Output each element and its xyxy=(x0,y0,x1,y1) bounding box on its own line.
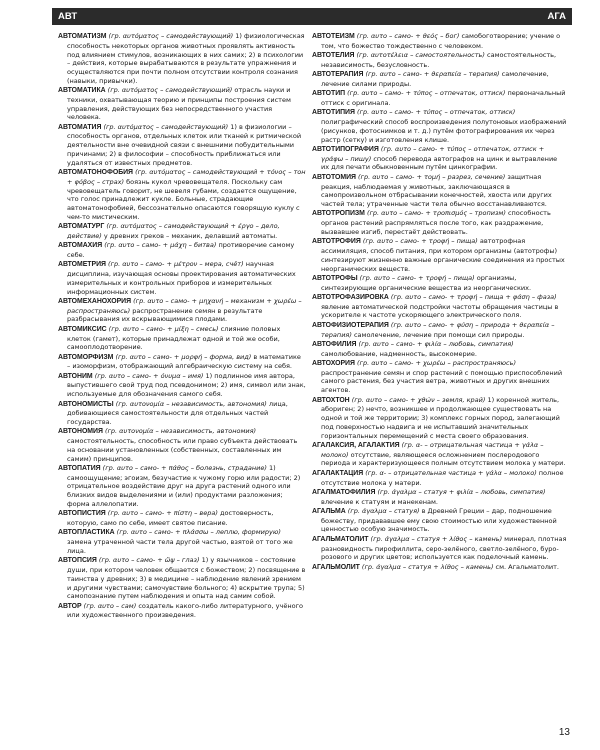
dictionary-entry xyxy=(312,321,567,340)
dictionary-entry xyxy=(312,488,567,507)
dictionary-entry xyxy=(312,89,567,108)
entry-etymology: (гр. αυτο – само- + τροπισμός – тропизм) xyxy=(366,209,506,218)
entry-headword: АВТОПИСТИЯ xyxy=(58,510,106,518)
entry-definition: 1) в физиологии – способность органов, отдельных клеток или тканей к ритмической деятельности вне очевидной связи с внешними побудительными причинами; 2) в философии – способность приближаться или удаляться от известных предметов. xyxy=(67,122,302,167)
entry-etymology: (гр. αυτόματος – самодействующий) xyxy=(107,86,233,95)
entry-etymology: (гр. αυτο – само- + τροφή – пища) xyxy=(359,273,475,282)
entry-definition: в математике – изоморфизм, отображающий алгебраическую систему на себя. xyxy=(67,352,301,371)
dictionary-entry xyxy=(58,260,306,296)
entry-headword: АВТОТРОПИЗМ xyxy=(312,210,365,218)
dictionary-entry xyxy=(312,396,567,441)
entry-headword: АГАЛМАТОФИЛИЯ xyxy=(312,488,376,496)
entry-headword: АГАЛЬМОЛИТ xyxy=(312,563,360,571)
entry-definition: лица, добивающиеся самостоятельности для отдельных частей государства. xyxy=(67,399,288,427)
entry-definition: организмы, синтезирующие органические вещества из неорганических. xyxy=(321,273,532,292)
entry-headword: АВТОМАТИКА xyxy=(58,87,106,95)
entry-etymology: (гр. αυτο – само- + χωρέω – распространяюсь) xyxy=(357,358,516,367)
entry-definition: распространение семян в результате разбрасывания их вскрывающимися плодами. xyxy=(67,306,263,324)
header-right-guide-word: АГА xyxy=(547,11,566,22)
entry-definition: влечение к статуям и манекенам. xyxy=(321,497,438,506)
entry-headword: АВТОМЕТРИЯ xyxy=(58,261,106,269)
entry-headword: АВТОМАТИЯ xyxy=(58,123,102,131)
entry-etymology: (гр. άγαλμα – статуя) xyxy=(347,506,420,515)
dictionary-entry xyxy=(58,32,306,86)
dictionary-entry xyxy=(312,563,567,573)
entry-etymology: (гр. α- – отрицательная частица + γάλα – молоко) xyxy=(321,440,544,459)
dictionary-entry xyxy=(312,359,567,395)
dictionary-entry xyxy=(58,602,306,621)
entry-definition: у древних греков – механик, делавший автоматы. xyxy=(103,231,278,240)
dictionary-entry xyxy=(312,108,567,144)
entry-definition: самостоятельность, независимость, безусловность. xyxy=(321,51,557,69)
entry-headword: АВТОФИЗИОТЕРАПИЯ xyxy=(312,321,389,329)
entry-etymology: (гр. αυτο – само- + ὤψ – глаз) xyxy=(98,556,200,565)
dictionary-entry xyxy=(312,145,567,172)
dictionary-entry xyxy=(312,340,567,359)
running-header xyxy=(52,8,572,25)
entry-headword: АВТОМИКСИС xyxy=(58,325,107,333)
entry-headword: АВТОТРОФЫ xyxy=(312,274,358,282)
entry-headword: АВТОТОМИЯ xyxy=(312,173,356,181)
entry-etymology: (гр. αυτόματος – самодействующий) xyxy=(108,32,234,40)
entry-headword: АВТОМАТОНОФОБИЯ xyxy=(58,169,133,177)
dictionary-entry xyxy=(58,297,306,324)
entry-definition: отсутствие, являющееся осложнением послеродового периода и характеризующееся полным отсутствием молока у матери. xyxy=(321,450,566,468)
dictionary-entry xyxy=(58,241,306,260)
entry-definition: самолечение, лечение при помощи сил природы. xyxy=(353,330,525,339)
entry-headword: АГАЛЬМА xyxy=(312,507,346,515)
entry-etymology: (гр. αυτο – само- + πλάσσω – леплю, формирую) xyxy=(116,528,281,537)
entry-headword: АВТОМАТИЗМ xyxy=(58,33,107,40)
entry-definition: полное отсутствие молока у матери. xyxy=(321,468,564,487)
entry-etymology: (гр. αυτο – сам) xyxy=(83,601,137,610)
dictionary-entry xyxy=(58,400,306,427)
entry-headword: АГАЛЬМАТОЛИТ xyxy=(312,535,369,543)
entry-etymology: (гр. αυτο – само- + τροφή – пища) xyxy=(362,237,478,246)
entry-headword: АВТОНИМ xyxy=(58,372,93,380)
dictionary-entry xyxy=(312,173,567,209)
dictionary-entry xyxy=(58,353,306,372)
entry-headword: АВТОХТОН xyxy=(312,396,350,404)
entry-definition: достоверность, которую, само по себе, имеет святое писание. xyxy=(67,509,274,528)
entry-definition: самолечение, лечение силами природы. xyxy=(321,70,549,88)
entry-headword: АГАЛАКСИЯ, АГАЛАКТИЯ xyxy=(312,441,400,449)
entry-definition: 1) самоощущение; эгоизм, безучастие к чужому горю или радости; 2) отрицательное воздействие друг на друга растений одного или близких видов выделениями и (или) продуктами разложения; форма аллелопатии. xyxy=(67,463,301,508)
entry-definition: 1) коренной житель, абориген; 2) нечто, возникшее и продолжающее существовать на одной и той же территории; 3) комплекс горных пород, залегающий под поверхностью надвига и не испытавший значительных горизонтальных перемещений с места своего образования. xyxy=(321,395,560,440)
entry-definition: автотрофная ассимиляция, способ питания, при котором организмы (автотрофы) синтезируют жизненно важные органические соединения из простых неорганических веществ. xyxy=(321,237,565,273)
right-column xyxy=(312,32,567,720)
entry-headword: АВТОМЕХАНОХОРИЯ xyxy=(58,297,132,305)
dictionary-entry xyxy=(312,70,567,89)
entry-headword: АВТОР xyxy=(58,602,82,610)
entry-headword: АВТОТЕИЗМ xyxy=(312,33,355,40)
entry-etymology: (гр. αυτο – само- + πίστη – вера) xyxy=(107,509,218,518)
entry-headword: АВТОПСИЯ xyxy=(58,557,97,565)
dictionary-entry xyxy=(58,372,306,399)
entry-headword: АВТОНОМИСТЫ xyxy=(58,400,114,408)
entry-definition: явление автоматической подстройки частоты обращения частицы в ускорителе к частоте ускоряющего электрического поля. xyxy=(321,302,559,320)
entry-definition: отрасль науки и техники, охватывающая теорию и принципы построения систем управления, действующих без непосредственного участия человека. xyxy=(67,86,291,122)
entry-etymology: (гр. άγαλμα – статуя + φιλία – любовь, симпатия) xyxy=(377,487,546,496)
entry-etymology: (гр. αυτο – само- + πάθος – болезнь, страдание) xyxy=(102,463,267,472)
entry-definition: слияние половых клеток (гамет), которые принадлежат одной и той же особи, самооплодотворение. xyxy=(67,324,281,352)
entry-etymology: (гр. άγαλμα – статуя + λίθος – камень) xyxy=(361,562,494,571)
entry-etymology: (гр. αυτόματος – самодействующий + τόνος – тон + φόβος – страх) xyxy=(67,168,306,186)
entry-etymology: (гр. αυτο – само- + μάχη – битва) xyxy=(104,241,217,250)
dictionary-entry xyxy=(58,528,306,555)
entry-headword: АВТОМАХИЯ xyxy=(58,242,103,250)
dictionary-entry xyxy=(58,556,306,601)
dictionary-entry xyxy=(312,51,567,70)
entry-headword: АВТОПАТИЯ xyxy=(58,464,101,472)
entry-etymology: (гр. αυτο – само- + τύπος – отпечаток, оттиск) xyxy=(357,108,516,117)
entry-definition: боязнь кукол чревовещателя. Поскольку сам чревовещатель говорит, не шевеля губами, создается ощущение, что голос принадлежит кукле. Больные, страдающие автоматонофобией, бессознательно опасаются говорящую куклу с чем-то мистическим. xyxy=(67,177,300,221)
dictionary-entry xyxy=(58,509,306,528)
entry-headword: АВТОПЛАСТИКА xyxy=(58,529,115,537)
dictionary-entry xyxy=(58,123,306,168)
entry-headword: АВТОТЕЛИЯ xyxy=(312,52,355,60)
dictionary-entry xyxy=(58,427,306,463)
entry-etymology: (гр. αυτο – само- + θεός – бог) xyxy=(356,32,460,40)
dictionary-entry xyxy=(312,209,567,236)
dictionary-entry xyxy=(312,32,567,51)
entry-etymology: (гр. αυτο – само- + τομή – разрез, сечение) xyxy=(358,172,506,181)
entry-definition: самостоятельность, способность или право субъекта действовать на основании установленных (собственных, составленных им самим) принципов. xyxy=(67,437,298,463)
entry-etymology: (гр. άγαλμα – статуя + λίθος – камень) xyxy=(370,534,503,543)
entry-definition: 1) физиологическая способность некоторых органов животных проявлять активность под влиянием стимулов, возникающих в них самих; 2) в психологии – действия, которые вырабатываются в результате упражнения и осуществляются при почти полном отсутствии контроля сознания (навыки, привычки). xyxy=(67,32,305,85)
entry-definition: 1) подлинное имя автора, выпустившего свой труд под псевдонимом; 2) имя, символ или знак, используемые для обозначения самого себя. xyxy=(67,371,306,399)
dictionary-entry xyxy=(58,464,306,509)
entry-headword: АВТОНОМИЯ xyxy=(58,428,103,436)
entry-headword: АВТОТИПОГРАФИЯ xyxy=(312,145,379,153)
entry-definition: противоречие самому себе. xyxy=(67,241,295,259)
dictionary-entry xyxy=(58,222,306,241)
entry-headword: АГАЛАКТАЦИЯ xyxy=(312,469,364,477)
entry-etymology: (гр. αυτονομία – независимость, автономия) xyxy=(104,427,257,436)
entry-headword: АВТОТРОФИЯ xyxy=(312,238,361,246)
entry-etymology: (гр. αυτοτέλεια – самостоятельность) xyxy=(356,51,485,60)
entry-definition: самобоготворение; учение о том, что божество тождественно с человеком. xyxy=(321,32,561,50)
entry-definition: самолюбование, надменность, высокомерие. xyxy=(321,349,477,358)
left-column xyxy=(58,32,306,720)
dictionary-entry xyxy=(312,441,567,468)
dictionary-entry xyxy=(312,237,567,273)
entry-headword: АВТОМОРФИЗМ xyxy=(58,353,114,361)
entry-definition: в Древней Греции – дар, подношение божеству, придававшее ему свою стоимостью или художественной ценностью особую значимость. xyxy=(321,506,557,534)
entry-etymology: (гр. αυτο – само- + τύπος – отпечаток, оттиск + γράφω – пишу) xyxy=(321,144,545,163)
entry-headword: АВТОХОРИЯ xyxy=(312,359,355,367)
entry-headword: АВТОФИЛИЯ xyxy=(312,340,357,348)
entry-definition: защитная реакция, наблюдаемая у животных, заключающаяся в самопроизвольном отбрасывании конечностей, хвоста или других частей тела; утраченные части тела обычно восстанавливаются. xyxy=(321,172,552,209)
entry-etymology: (гр. αυτο – само- + τύπος – отпечаток, оттиск) xyxy=(347,89,506,98)
entry-definition: первоначальный оттиск с оригинала. xyxy=(321,89,566,108)
entry-definition: см. Агальматолит. xyxy=(495,562,559,571)
entry-etymology: (гр. αυτόματος – самодействующий + έργο – дело, действие) xyxy=(67,222,280,240)
entry-etymology: (гр. αυτο – само- + μέτρον – мера, счёт) xyxy=(108,260,244,269)
entry-headword: АВТОТИП xyxy=(312,90,346,98)
entry-etymology: (гр. αυτο – само- + μηχανή – механизм + χωρέω – распространяюсь) xyxy=(67,296,302,315)
dictionary-entry xyxy=(312,274,567,293)
entry-definition: полиграфический способ воспроизведения полутоновых изображений (рисунков, фотоснимков и т. д.) путём фотографирования их через растр (сетку) и изготовления клише. xyxy=(321,118,567,144)
entry-definition: научная дисциплина, изучающая основы проектирования автоматических измерительных и контрольных приборов и измерительных информационных систем. xyxy=(67,260,296,296)
entry-etymology: (гр. αυτο – само- + μορφή – форма, вид) xyxy=(115,352,252,361)
dictionary-entry xyxy=(312,469,567,488)
entry-definition: способ перевода автографов на цинк и вытравление их для печати обыкновенным путём цинкографии. xyxy=(321,154,558,172)
entry-etymology: (гр. αυτο – само- + θεραπεία – терапия) xyxy=(365,70,500,79)
entry-etymology: (гр. αυτο – само- + φιλία – любовь, симпатия) xyxy=(358,339,514,348)
entry-etymology: (гр. αυτόματος – самодействующий) xyxy=(103,122,229,131)
entry-headword: АВТОМАТУРГ xyxy=(58,223,105,231)
entry-etymology: (гр. αυτο – само- + χθών – земля, край) xyxy=(351,395,486,404)
entry-etymology: (гр. αυτονομία – независимость, автономия) xyxy=(115,399,267,408)
dictionary-entry xyxy=(58,168,306,222)
page-number: 13 xyxy=(558,727,570,738)
header-left-guide-word: АВТ xyxy=(58,11,78,22)
dictionary-entry xyxy=(58,325,306,352)
entry-definition: способность органов растений распрямляться после того, как раздражение, вызвавшее изгиб, перестаёт действовать. xyxy=(321,209,551,236)
entry-headword: АВТОТИПИЯ xyxy=(312,109,355,117)
entry-definition: замена утраченной части тела другой частью, взятой от того же лица. xyxy=(67,538,293,555)
entry-etymology: (гр. αυτο – само- + τροφή – пища + φάση – фаза) xyxy=(390,292,557,301)
dictionary-entry xyxy=(58,86,306,122)
entry-headword: АВТОТЕРАПИЯ xyxy=(312,71,364,79)
entry-definition: создатель какого-либо литературного, учёного или художественного произведения. xyxy=(67,601,304,620)
entry-definition: минерал, плотная разновидность пирофиллита, серо-зелёного, светло-зелёного, буро-розового и других цветов; используется как поделочный камень. xyxy=(321,534,567,562)
dictionary-entry xyxy=(312,507,567,534)
entry-etymology: (гр. αυτο – само- + όνυμα – имя) xyxy=(94,371,204,380)
entry-definition: распространение семян и спор растений с помощью приспособлений самого растения, без участия ветра, животных и других внешних агентов. xyxy=(321,368,563,395)
entry-headword: АВТОТРОФАЗИРОВКА xyxy=(312,293,389,301)
entry-definition: 1) у язычников – состояние души, при котором человек общается с божеством; 2) посвящение в таинства у древних; 3) в медицине – наблюдение явлений зрением и другими чувствами; самочувствие больного; 4) вскрытие трупа; 5) самопознание путем наблюдения и опыта над самим собой. xyxy=(67,556,306,601)
dictionary-entry xyxy=(312,535,567,562)
entry-etymology: (гр. αυτο – само- + φύση – природа + θεραπεία – терапия) xyxy=(321,320,555,339)
dictionary-entry xyxy=(312,293,567,320)
entry-etymology: (гр. αυτο – само- + μίξη – смесь) xyxy=(108,324,219,333)
entry-etymology: (гр. α- – отрицательная частица + γάλα – молоко) xyxy=(365,468,537,477)
